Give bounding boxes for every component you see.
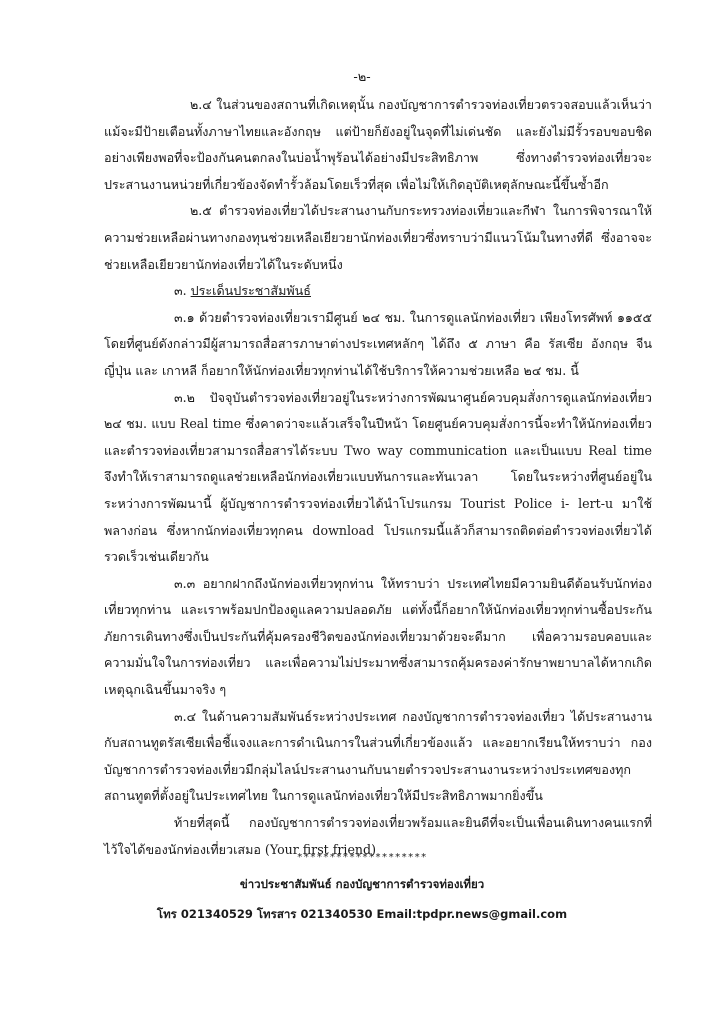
paragraph-3-1: ๓.๑ ด้วยตำรวจท่องเที่ยวเรามีศูนย์ ๒๔ ชม. ในการดูแลนักท่องเที่ยว เพียงโทรศัพท์ ๑๑๕๕ โดยที่ศูนย์ดังกล่าวมีผู้สามารถสื่อสารภาษาต่างประเทศหลักๆ ได้ถึง ๕ ภาษา คือ รัสเซีย อังกฤษ จีน ญี่ปุ่น และ เกาหลี ก็อยากให้นักท่องเที่ยวทุกท่านได้ใช้บริการให้ความช่วยเหลือ ๒๔ ชม. นี้ [104, 309, 652, 378]
section-number: ๓. [174, 283, 187, 299]
closing-paragraph: ท้ายที่สุดนี้ กองบัญชาการตำรวจท่องเที่ยวพร้อมและยินดีที่จะเป็นเพื่อนเดินทางคนแรกที่ไว้ใจได้ของนักท่องเที่ยวเสมอ (Your first friend) [104, 815, 652, 857]
paragraph-2-5: ๒.๕ ตำรวจท่องเที่ยวได้ประสานงานกับกระทรวงท่องเที่ยวและกีฬา ในการพิจารณาให้ความช่วยเหลือผ่านทางกองทุนช่วยเหลือเยียวยานักท่องเที่ยวซึ่งทราบว่ามีแนวโน้มในทางที่ดี ซึ่งอาจจะช่วยเหลือเยียวยานักท่องเที่ยวได้ในระดับหนึ่ง [104, 203, 652, 272]
page-number: -๒- [353, 70, 371, 85]
footer-contact: โทร 021340529 โทรสาร 021340530 Email:tpdpr.news@gmail.com [156, 907, 568, 921]
footer-office: ข่าวประชาสัมพันธ์ กองบัญชาการตำรวจท่องเที่ยว [239, 877, 485, 891]
section-title: ประเด็นประชาสัมพันธ์ [190, 283, 311, 299]
document-body [104, 92, 652, 863]
section-heading-3 [104, 278, 652, 305]
paragraph-3-3: ๓.๓ อยากฝากถึงนักท่องเที่ยวทุกท่าน ให้ทราบว่า ประเทศไทยมีความยินดีต้อนรับนักท่องเที่ยวทุกท่าน และเราพร้อมปกป้องดูแลความปลอดภัย แต่ทั้งนี้ก็อยากให้นักท่องเที่ยวทุกท่านซื้อประกันภัยการเดินทางซึ่งเป็นประกันที่คุ้มครองชีวิตของนักท่องเที่ยวมาด้วยจะดีมาก เพื่อความรอบคอบและความมั่นใจในการท่องเที่ยว และเพื่อความไม่ประมาทซึ่งสามารถคุ้มครองค่ารักษาพยาบาลได้หากเกิดเหตุฉุกเฉินขึ้นมาจริง ๆ [104, 575, 652, 698]
paragraph-3-2: ๓.๒ ปัจจุบันตำรวจท่องเที่ยวอยู่ในระหว่างการพัฒนาศูนย์ควบคุมสั่งการดูแลนักท่องเที่ยว ๒๔ ชม. แบบ Real time ซึ่งคาดว่าจะแล้วเสร็จในปีหน้า โดยศูนย์ควบคุมสั่งการนี้จะทำให้นักท่องเที่ยวและตำรวจท่องเที่ยวสามารถสื่อสารได้ระบบ Two way communication และเป็นแบบ Real time จึงทำให้เราสามารถดูแลช่วยเหลือนักท่องเที่ยวแบบทันการและทันเวลา โดยในระหว่างที่ศูนย์อยู่ในระหว่างการพัฒนานี้ ผู้บัญชาการตำรวจท่องเที่ยวได้นำโปรแกรม Tourist Police i- lert-u มาใช้พลางก่อน ซึ่งหากนักท่องเที่ยวทุกคน download โปรแกรมนี้แล้วก็สามารถติดต่อตำรวจท่องเที่ยวได้รวดเร็วเช่นเดียวกัน [104, 389, 652, 565]
separator-stars: ******************** [296, 852, 428, 863]
paragraph-3-4: ๓.๔ ในด้านความสัมพันธ์ระหว่างประเทศ กองบัญชาการตำรวจท่องเที่ยว ได้ประสานงานกับสถานทูตรัสเซียเพื่อชี้แจงและการดำเนินการในส่วนที่เกี่ยวข้องแล้ว และอยากเรียนให้ทราบว่า กองบัญชาการตำรวจท่องเที่ยวมีกลุ่มไลน์ประสานงานกับนายตำรวจประสานงานระหว่างประเทศของทุกสถานทูตที่ตั้งอยู่ในประเทศไทย ในการดูแลนักท่องเที่ยวให้มีประสิทธิภาพมากยิ่งขึ้น [104, 708, 652, 804]
paragraph-2-4: ๒.๔ ในส่วนของสถานที่เกิดเหตุนั้น กองบัญชาการตำรวจท่องเที่ยวตรวจสอบแล้วเห็นว่า แม้จะมีป้ายเตือนทั้งภาษาไทยและอังกฤษ แต่ป้ายก็ยังอยู่ในจุดที่ไม่เด่นชัด และยังไม่มีรั้วรอบขอบชิดอย่างเพียงพอที่จะป้องกันคนตกลงในบ่อน้ำพุร้อนได้อย่างมีประสิทธิภาพ ซึ่งทางตำรวจท่องเที่ยวจะประสานงานหน่วยที่เกี่ยวข้องจัดทำรั้วล้อมโดยเร็วที่สุด เพื่อไม่ให้เกิดอุบัติเหตุลักษณะนี้ขึ้นซ้ำอีก [104, 97, 652, 192]
